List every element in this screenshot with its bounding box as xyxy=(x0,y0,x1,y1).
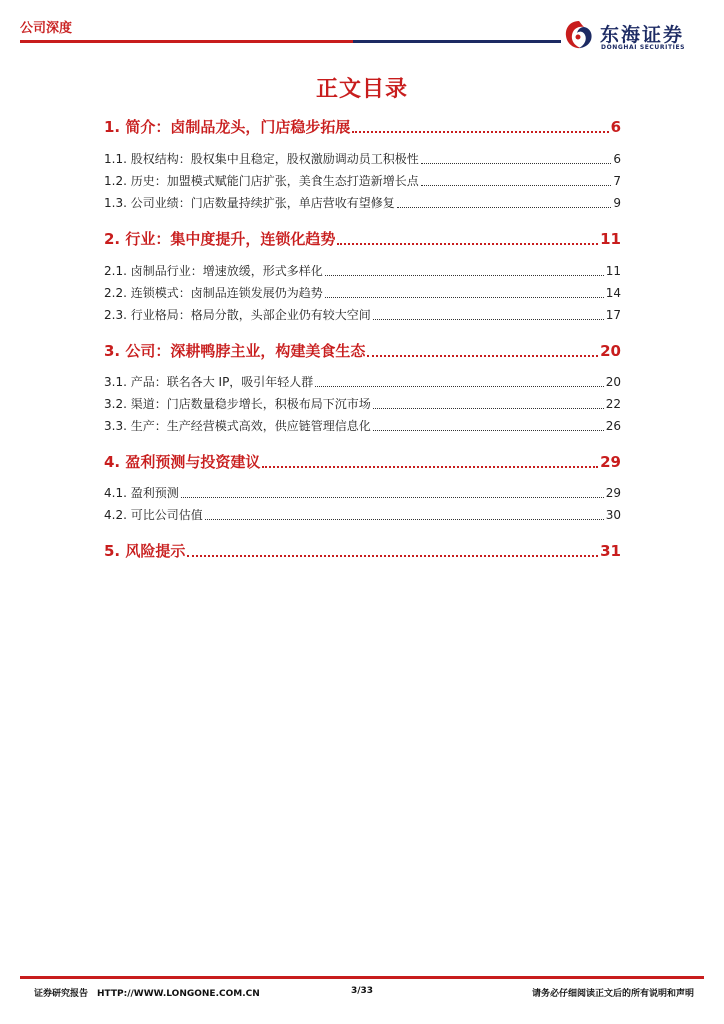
toc-entry-title: 5. 风险提示 xyxy=(104,542,186,560)
toc-entry-title: 2.2. 连锁模式：卤制品连锁发展仍为趋势 xyxy=(104,286,323,300)
toc-subsection-entry[interactable] xyxy=(104,506,621,523)
toc-page-number: 11 xyxy=(605,264,621,278)
toc-section-entry[interactable] xyxy=(104,451,621,472)
toc-section-entry[interactable] xyxy=(104,340,621,361)
toc-entry-title: 4.1. 盈利预测 xyxy=(104,486,179,500)
toc-page-number: 14 xyxy=(605,286,621,300)
toc-page-number: 29 xyxy=(605,486,621,500)
toc-dot-leader xyxy=(262,466,598,468)
toc-page-number: 31 xyxy=(600,542,621,560)
toc-dot-leader xyxy=(373,430,604,431)
toc-dot-leader xyxy=(337,243,598,245)
footer-disclaimer: 请务必仔细阅读正文后的所有说明和声明 xyxy=(531,989,694,999)
toc-dot-leader xyxy=(373,319,604,320)
toc-subsection-entry[interactable] xyxy=(104,373,621,390)
toc-subsection-entry[interactable] xyxy=(104,194,621,211)
toc-dot-leader xyxy=(187,555,598,557)
toc-dot-leader xyxy=(367,355,598,357)
toc-page-number: 6 xyxy=(613,152,621,166)
toc-page-number: 11 xyxy=(600,230,621,248)
toc-subsection-entry[interactable] xyxy=(104,150,621,167)
toc-section-entry[interactable] xyxy=(104,228,621,249)
toc-entry-title: 1. 简介：卤制品龙头，门店稳步拓展 xyxy=(104,118,351,136)
donghai-logo xyxy=(562,18,707,52)
logo-english-name: DONGHAI SECURITIES xyxy=(601,44,686,51)
toc-page-number: 20 xyxy=(605,375,621,389)
toc-subsection-entry[interactable] xyxy=(104,172,621,189)
toc-page-number: 29 xyxy=(600,453,621,471)
toc-entry-title: 2. 行业：集中度提升，连锁化趋势 xyxy=(104,230,336,248)
dragon-logo-icon xyxy=(562,18,596,52)
toc-entry-title: 4.2. 可比公司估值 xyxy=(104,508,203,522)
toc-entry-title: 1.3. 公司业绩：门店数量持续扩张，单店营收有望修复 xyxy=(104,196,395,210)
toc-page-number: 26 xyxy=(605,419,621,433)
toc-subsection-entry[interactable] xyxy=(104,484,621,501)
toc-subsection-entry[interactable] xyxy=(104,395,621,412)
toc-page-number: 17 xyxy=(605,308,621,322)
toc-page-number: 22 xyxy=(605,397,621,411)
toc-entry-title: 1.2. 历史：加盟模式赋能门店扩张，美食生态打造新增长点 xyxy=(104,174,419,188)
logo-chinese-name: 东海证券 xyxy=(600,24,685,46)
toc-subsection-entry[interactable] xyxy=(104,262,621,279)
toc-page-number: 9 xyxy=(613,196,621,210)
toc-dot-leader xyxy=(181,497,604,498)
toc-page-number: 7 xyxy=(613,174,621,188)
toc-dot-leader xyxy=(315,386,603,387)
toc-page-number: 20 xyxy=(600,342,621,360)
toc-subsection-entry[interactable] xyxy=(104,417,621,434)
toc-dot-leader xyxy=(325,275,604,276)
toc-entry-title: 2.3. 行业格局：格局分散，头部企业仍有较大空间 xyxy=(104,308,371,322)
toc-subsection-entry[interactable] xyxy=(104,284,621,301)
toc-section-entry[interactable] xyxy=(104,540,621,561)
toc-entry-title: 3. 公司：深耕鸭脖主业，构建美食生态 xyxy=(104,342,366,360)
toc-dot-leader xyxy=(352,131,608,133)
header-rule-red xyxy=(20,40,353,43)
toc-section-entry[interactable] xyxy=(104,116,621,137)
toc-entry-title: 3.2. 渠道：门店数量稳步增长，积极布局下沉市场 xyxy=(104,397,371,411)
toc-entry-title: 2.1. 卤制品行业：增速放缓，形式多样化 xyxy=(104,264,323,278)
toc-entry-title: 3.3. 生产：生产经营模式高效，供应链管理信息化 xyxy=(104,419,371,433)
toc-entry-title: 4. 盈利预测与投资建议 xyxy=(104,453,261,471)
toc-dot-leader xyxy=(421,163,612,164)
footer-rule xyxy=(20,976,704,979)
toc-dot-leader xyxy=(397,207,612,208)
toc-dot-leader xyxy=(373,408,604,409)
toc-dot-leader xyxy=(325,297,604,298)
toc-page-number: 6 xyxy=(610,118,621,136)
toc-dot-leader xyxy=(205,519,604,520)
toc-dot-leader xyxy=(421,185,612,186)
toc-title: 正文目录 xyxy=(315,77,408,102)
toc-page-number: 30 xyxy=(605,508,621,522)
toc-entry-title: 1.1. 股权结构：股权集中且稳定，股权激励调动员工积极性 xyxy=(104,152,419,166)
footer-website: 证券研究报告 HTTP://WWW.LONGONE.COM.CN xyxy=(34,989,260,999)
header-rule-navy xyxy=(353,40,561,43)
page-number: 3/33 xyxy=(350,986,374,996)
toc-subsection-entry[interactable] xyxy=(104,306,621,323)
toc-entry-title: 3.1. 产品：联名各大 IP，吸引年轻人群 xyxy=(104,375,314,389)
report-type-tag: 公司深度 xyxy=(20,21,73,36)
